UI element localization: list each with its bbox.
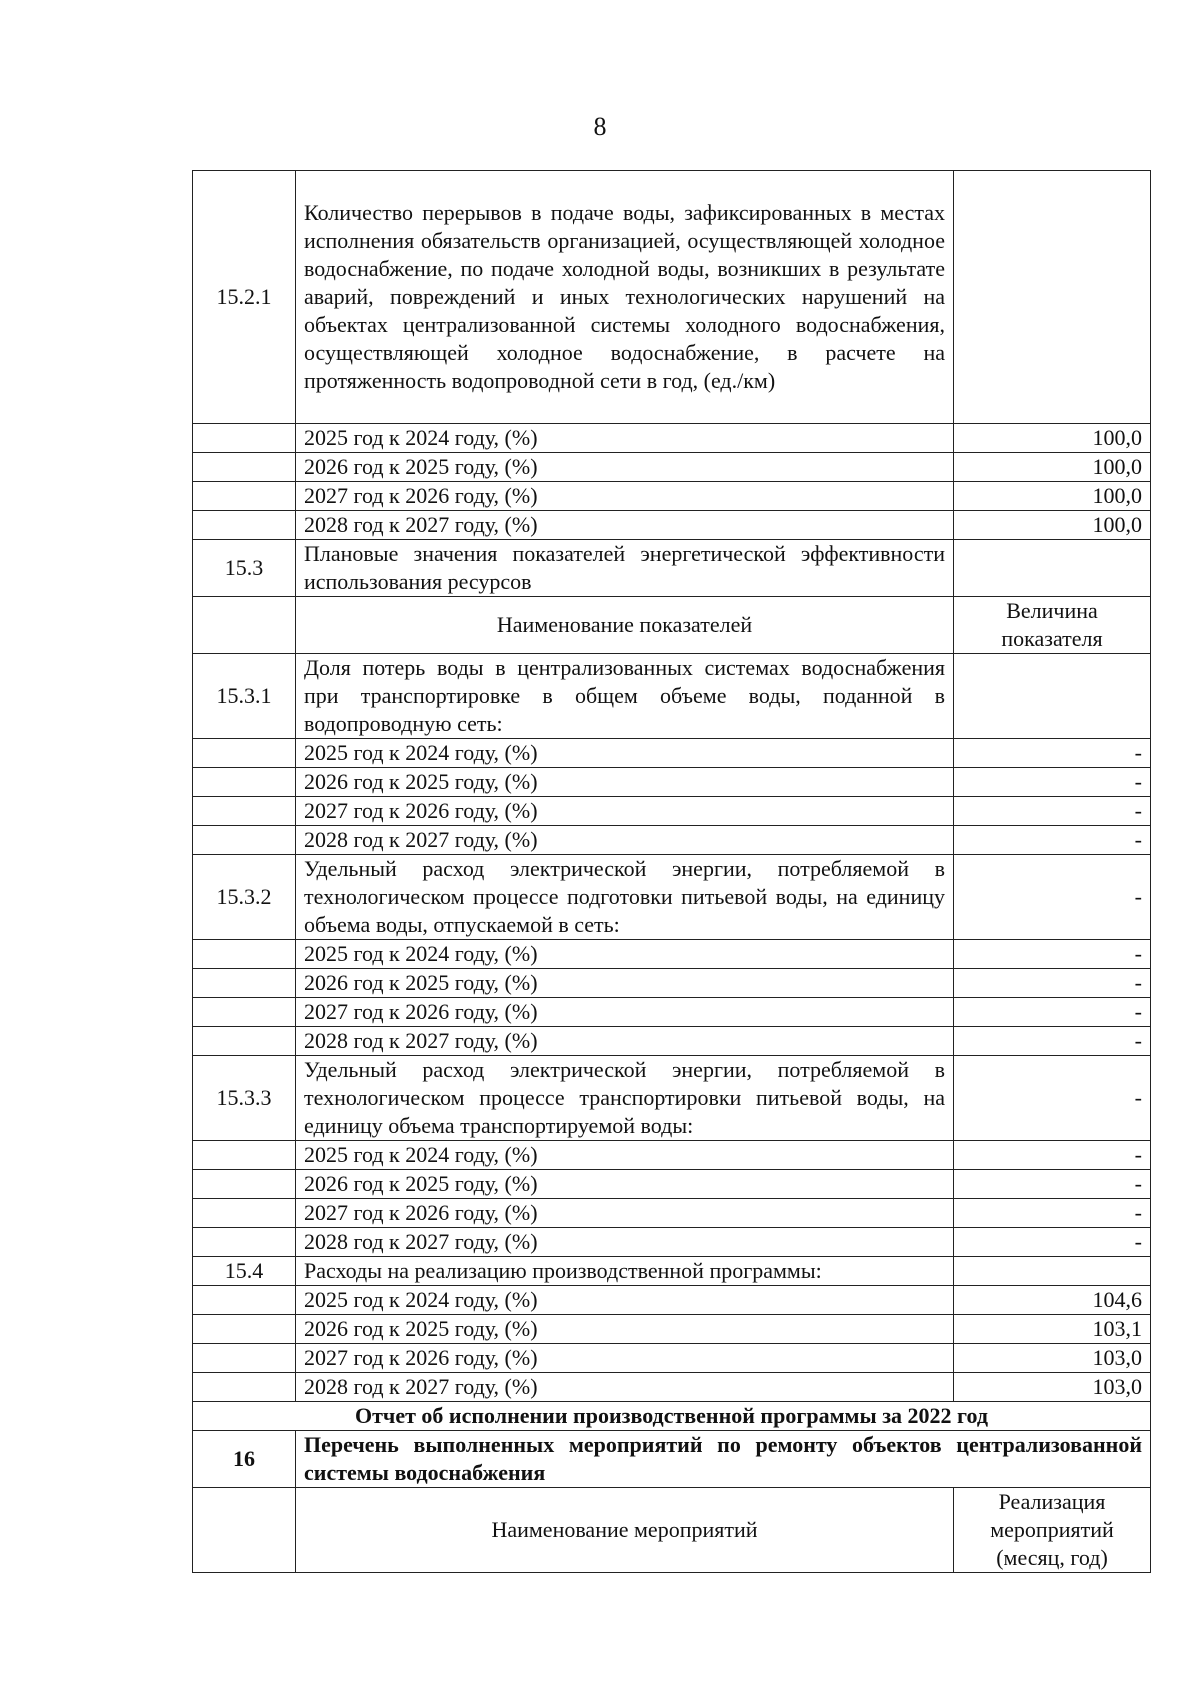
year-value: -: [954, 797, 1151, 826]
year-row: [193, 797, 1151, 826]
year-label: 2028 год к 2027 году, (%): [296, 1228, 954, 1257]
year-label: 2025 год к 2024 году, (%): [296, 1286, 954, 1315]
report-title: Отчет об исполнении производственной программы за 2022 год: [193, 1402, 1151, 1431]
year-value: -: [954, 998, 1151, 1027]
row-15-3-2: [193, 855, 1151, 940]
year-label: 2028 год к 2027 году, (%): [296, 1027, 954, 1056]
year-row: [193, 511, 1151, 540]
year-value: -: [954, 1027, 1151, 1056]
year-label: 2026 год к 2025 году, (%): [296, 768, 954, 797]
item-description: Удельный расход электрической энергии, потребляемой в технологическом процессе транспортировки питьевой воды, на единицу объема транспортируемой воды:: [296, 1056, 954, 1141]
column-header-value: Реализация мероприятий (месяц, год): [954, 1488, 1151, 1573]
year-label: 2027 год к 2026 году, (%): [296, 482, 954, 511]
year-label: 2025 год к 2024 году, (%): [296, 940, 954, 969]
row-16: [193, 1431, 1151, 1488]
year-value: -: [954, 768, 1151, 797]
year-row: [193, 1344, 1151, 1373]
year-label: 2027 год к 2026 году, (%): [296, 998, 954, 1027]
year-label: 2026 год к 2025 году, (%): [296, 453, 954, 482]
year-row: [193, 1286, 1151, 1315]
year-value: 104,6: [954, 1286, 1151, 1315]
year-value: 100,0: [954, 511, 1151, 540]
year-row: [193, 826, 1151, 855]
year-value: -: [954, 969, 1151, 998]
item-description: Доля потерь воды в централизованных системах водоснабжения при транспортировке в общем объеме воды, поданной в водопроводную сеть:: [296, 654, 954, 739]
row-15-3-3: [193, 1056, 1151, 1141]
year-label: 2027 год к 2026 году, (%): [296, 1199, 954, 1228]
row-15-3: [193, 540, 1151, 597]
column-header-row: [193, 597, 1151, 654]
year-value: -: [954, 1199, 1151, 1228]
item-description: Расходы на реализацию производственной программы:: [296, 1257, 954, 1286]
page-number: 8: [593, 112, 607, 141]
year-row: [193, 1141, 1151, 1170]
item-description: Перечень выполненных мероприятий по ремонту объектов централизованной системы водоснабжения: [296, 1431, 1151, 1488]
item-number: 15.3.1: [193, 654, 296, 739]
item-description: Количество перерывов в подаче воды, зафиксированных в местах исполнения обязательств организацией, осуществляющей холодное водоснабжение, по подаче холодной воды, возникших в результате аварий, повреждений и иных технологических нарушений на объектах централизованной системы холодного водоснабжения, осуществляющей холодное водоснабжение, в расчете на протяженность водопроводной сети в год, (ед./км): [296, 171, 954, 424]
year-value: 103,1: [954, 1315, 1151, 1344]
year-row: [193, 424, 1151, 453]
year-row: [193, 940, 1151, 969]
item-description: Удельный расход электрической энергии, потребляемой в технологическом процессе подготовки питьевой воды, на единицу объема воды, отпускаемой в сеть:: [296, 855, 954, 940]
year-row: [193, 768, 1151, 797]
year-label: 2026 год к 2025 году, (%): [296, 1170, 954, 1199]
year-label: 2025 год к 2024 году, (%): [296, 424, 954, 453]
year-value: 103,0: [954, 1344, 1151, 1373]
year-value: 100,0: [954, 482, 1151, 511]
column-header-row: [193, 1488, 1151, 1573]
year-row: [193, 1027, 1151, 1056]
year-row: [193, 1228, 1151, 1257]
year-row: [193, 1315, 1151, 1344]
item-number: 15.3.2: [193, 855, 296, 940]
row-15-4: [193, 1257, 1151, 1286]
row-15-3-1: [193, 654, 1151, 739]
row-15-2-1: [193, 171, 1151, 424]
item-value: -: [954, 855, 1151, 940]
year-row: [193, 739, 1151, 768]
item-description: Плановые значения показателей энергетической эффективности использования ресурсов: [296, 540, 954, 597]
year-value: -: [954, 940, 1151, 969]
year-row: [193, 998, 1151, 1027]
year-value: 100,0: [954, 453, 1151, 482]
year-value: 103,0: [954, 1373, 1151, 1402]
column-header-name: Наименование показателей: [296, 597, 954, 654]
item-number: 15.4: [193, 1257, 296, 1286]
year-value: -: [954, 739, 1151, 768]
year-label: 2028 год к 2027 году, (%): [296, 1373, 954, 1402]
report-section-heading: [193, 1402, 1151, 1431]
year-row: [193, 1373, 1151, 1402]
year-label: 2028 год к 2027 году, (%): [296, 511, 954, 540]
year-value: -: [954, 1141, 1151, 1170]
year-label: 2025 год к 2024 году, (%): [296, 739, 954, 768]
year-label: 2026 год к 2025 году, (%): [296, 1315, 954, 1344]
year-label: 2025 год к 2024 году, (%): [296, 1141, 954, 1170]
year-row: [193, 1199, 1151, 1228]
year-value: -: [954, 1228, 1151, 1257]
year-row: [193, 969, 1151, 998]
year-row: [193, 482, 1151, 511]
year-value: 100,0: [954, 424, 1151, 453]
year-label: 2027 год к 2026 году, (%): [296, 1344, 954, 1373]
item-number: 15.3: [193, 540, 296, 597]
column-header-name: Наименование мероприятий: [296, 1488, 954, 1573]
year-label: 2027 год к 2026 году, (%): [296, 797, 954, 826]
item-number: 15.2.1: [193, 171, 296, 424]
year-label: 2026 год к 2025 году, (%): [296, 969, 954, 998]
item-value: -: [954, 1056, 1151, 1141]
item-number: 15.3.3: [193, 1056, 296, 1141]
item-number: 16: [193, 1431, 296, 1488]
year-row: [193, 453, 1151, 482]
column-header-value: Величина показателя: [954, 597, 1151, 654]
indicators-table: [192, 170, 1151, 1573]
year-value: -: [954, 1170, 1151, 1199]
item-value: [954, 171, 1151, 424]
year-label: 2028 год к 2027 году, (%): [296, 826, 954, 855]
year-row: [193, 1170, 1151, 1199]
year-value: -: [954, 826, 1151, 855]
